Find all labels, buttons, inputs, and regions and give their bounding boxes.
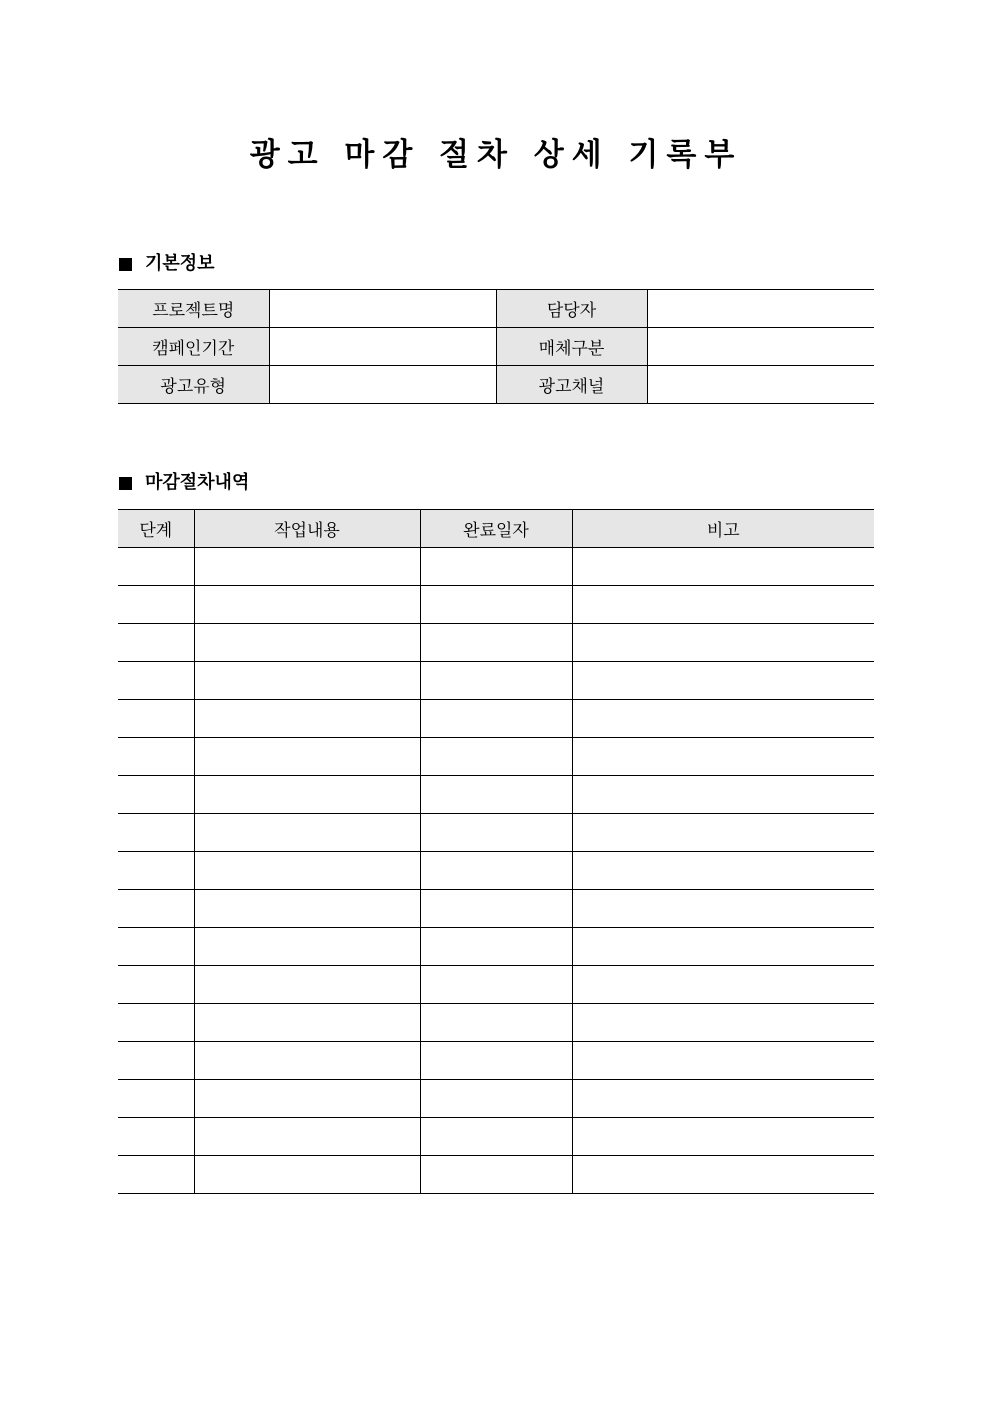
cell-step[interactable] (118, 1118, 194, 1156)
table-row (118, 548, 874, 586)
cell-remarks[interactable] (572, 1118, 874, 1156)
section-basic-info-label: 기본정보 (145, 253, 215, 274)
cell-completion-date[interactable] (420, 1118, 572, 1156)
cell-step[interactable] (118, 1042, 194, 1080)
table-row (118, 328, 874, 366)
table-row (118, 366, 874, 404)
column-header-task: 작업내용 (194, 510, 420, 548)
cell-remarks[interactable] (572, 852, 874, 890)
section-procedure-label: 마감절차내역 (145, 472, 250, 493)
cell-completion-date[interactable] (420, 814, 572, 852)
column-header-remarks: 비고 (572, 510, 874, 548)
cell-step[interactable] (118, 738, 194, 776)
field-value-ad-channel[interactable] (647, 366, 874, 404)
procedure-table-body (118, 548, 874, 1194)
cell-completion-date[interactable] (420, 700, 572, 738)
table-row (118, 290, 874, 328)
cell-task[interactable] (194, 662, 420, 700)
cell-remarks[interactable] (572, 1004, 874, 1042)
field-value-ad-type[interactable] (269, 366, 496, 404)
square-bullet-icon (119, 258, 132, 271)
cell-completion-date[interactable] (420, 662, 572, 700)
cell-remarks[interactable] (572, 814, 874, 852)
cell-remarks[interactable] (572, 1042, 874, 1080)
cell-completion-date[interactable] (420, 1004, 572, 1042)
cell-task[interactable] (194, 928, 420, 966)
cell-remarks[interactable] (572, 776, 874, 814)
table-row (118, 1156, 874, 1194)
cell-task[interactable] (194, 1042, 420, 1080)
cell-step[interactable] (118, 966, 194, 1004)
field-value-campaign-period[interactable] (269, 328, 496, 366)
cell-task[interactable] (194, 1004, 420, 1042)
table-row (118, 586, 874, 624)
cell-remarks[interactable] (572, 548, 874, 586)
cell-step[interactable] (118, 814, 194, 852)
cell-task[interactable] (194, 586, 420, 624)
cell-step[interactable] (118, 852, 194, 890)
cell-step[interactable] (118, 928, 194, 966)
square-bullet-icon (119, 477, 132, 490)
field-value-manager[interactable] (647, 290, 874, 328)
cell-step[interactable] (118, 890, 194, 928)
field-label-ad-type: 광고유형 (118, 366, 269, 404)
cell-task[interactable] (194, 852, 420, 890)
procedure-table (118, 509, 874, 1194)
cell-task[interactable] (194, 966, 420, 1004)
field-label-media-type: 매체구분 (496, 328, 647, 366)
field-label-project-name: 프로젝트명 (118, 290, 269, 328)
cell-task[interactable] (194, 1156, 420, 1194)
table-row (118, 1118, 874, 1156)
cell-remarks[interactable] (572, 738, 874, 776)
cell-step[interactable] (118, 700, 194, 738)
table-row (118, 1004, 874, 1042)
cell-remarks[interactable] (572, 1080, 874, 1118)
column-header-completion-date: 완료일자 (420, 510, 572, 548)
field-value-media-type[interactable] (647, 328, 874, 366)
cell-remarks[interactable] (572, 928, 874, 966)
cell-step[interactable] (118, 1004, 194, 1042)
section-basic-info-heading (119, 252, 215, 276)
cell-completion-date[interactable] (420, 586, 572, 624)
table-row (118, 1042, 874, 1080)
cell-task[interactable] (194, 624, 420, 662)
cell-remarks[interactable] (572, 700, 874, 738)
cell-completion-date[interactable] (420, 852, 572, 890)
field-value-project-name[interactable] (269, 290, 496, 328)
table-row (118, 966, 874, 1004)
cell-step[interactable] (118, 1156, 194, 1194)
table-row (118, 700, 874, 738)
cell-remarks[interactable] (572, 624, 874, 662)
cell-task[interactable] (194, 738, 420, 776)
cell-completion-date[interactable] (420, 928, 572, 966)
cell-remarks[interactable] (572, 966, 874, 1004)
cell-step[interactable] (118, 586, 194, 624)
cell-step[interactable] (118, 624, 194, 662)
cell-task[interactable] (194, 1080, 420, 1118)
cell-completion-date[interactable] (420, 624, 572, 662)
cell-completion-date[interactable] (420, 738, 572, 776)
table-header-row (118, 510, 874, 548)
cell-task[interactable] (194, 1118, 420, 1156)
table-row (118, 1080, 874, 1118)
cell-completion-date[interactable] (420, 1080, 572, 1118)
cell-task[interactable] (194, 700, 420, 738)
cell-completion-date[interactable] (420, 776, 572, 814)
table-row (118, 776, 874, 814)
table-row (118, 662, 874, 700)
table-row (118, 814, 874, 852)
cell-task[interactable] (194, 776, 420, 814)
basic-info-table (118, 289, 874, 404)
document-title: 광고 마감 절차 상세 기록부 (249, 137, 743, 173)
table-row (118, 738, 874, 776)
table-row (118, 890, 874, 928)
cell-completion-date[interactable] (420, 890, 572, 928)
cell-step[interactable] (118, 548, 194, 586)
cell-remarks[interactable] (572, 586, 874, 624)
cell-completion-date[interactable] (420, 966, 572, 1004)
cell-remarks[interactable] (572, 890, 874, 928)
cell-step[interactable] (118, 1080, 194, 1118)
table-row (118, 928, 874, 966)
cell-completion-date[interactable] (420, 1042, 572, 1080)
field-label-manager: 담당자 (496, 290, 647, 328)
cell-task[interactable] (194, 548, 420, 586)
section-procedure-heading (119, 471, 249, 495)
cell-step[interactable] (118, 662, 194, 700)
field-label-ad-channel: 광고채널 (496, 366, 647, 404)
cell-completion-date[interactable] (420, 1156, 572, 1194)
column-header-step: 단계 (118, 510, 194, 548)
cell-step[interactable] (118, 776, 194, 814)
cell-task[interactable] (194, 890, 420, 928)
cell-remarks[interactable] (572, 1156, 874, 1194)
table-row (118, 624, 874, 662)
table-row (118, 852, 874, 890)
cell-task[interactable] (194, 814, 420, 852)
field-label-campaign-period: 캠페인기간 (118, 328, 269, 366)
cell-remarks[interactable] (572, 662, 874, 700)
cell-completion-date[interactable] (420, 548, 572, 586)
